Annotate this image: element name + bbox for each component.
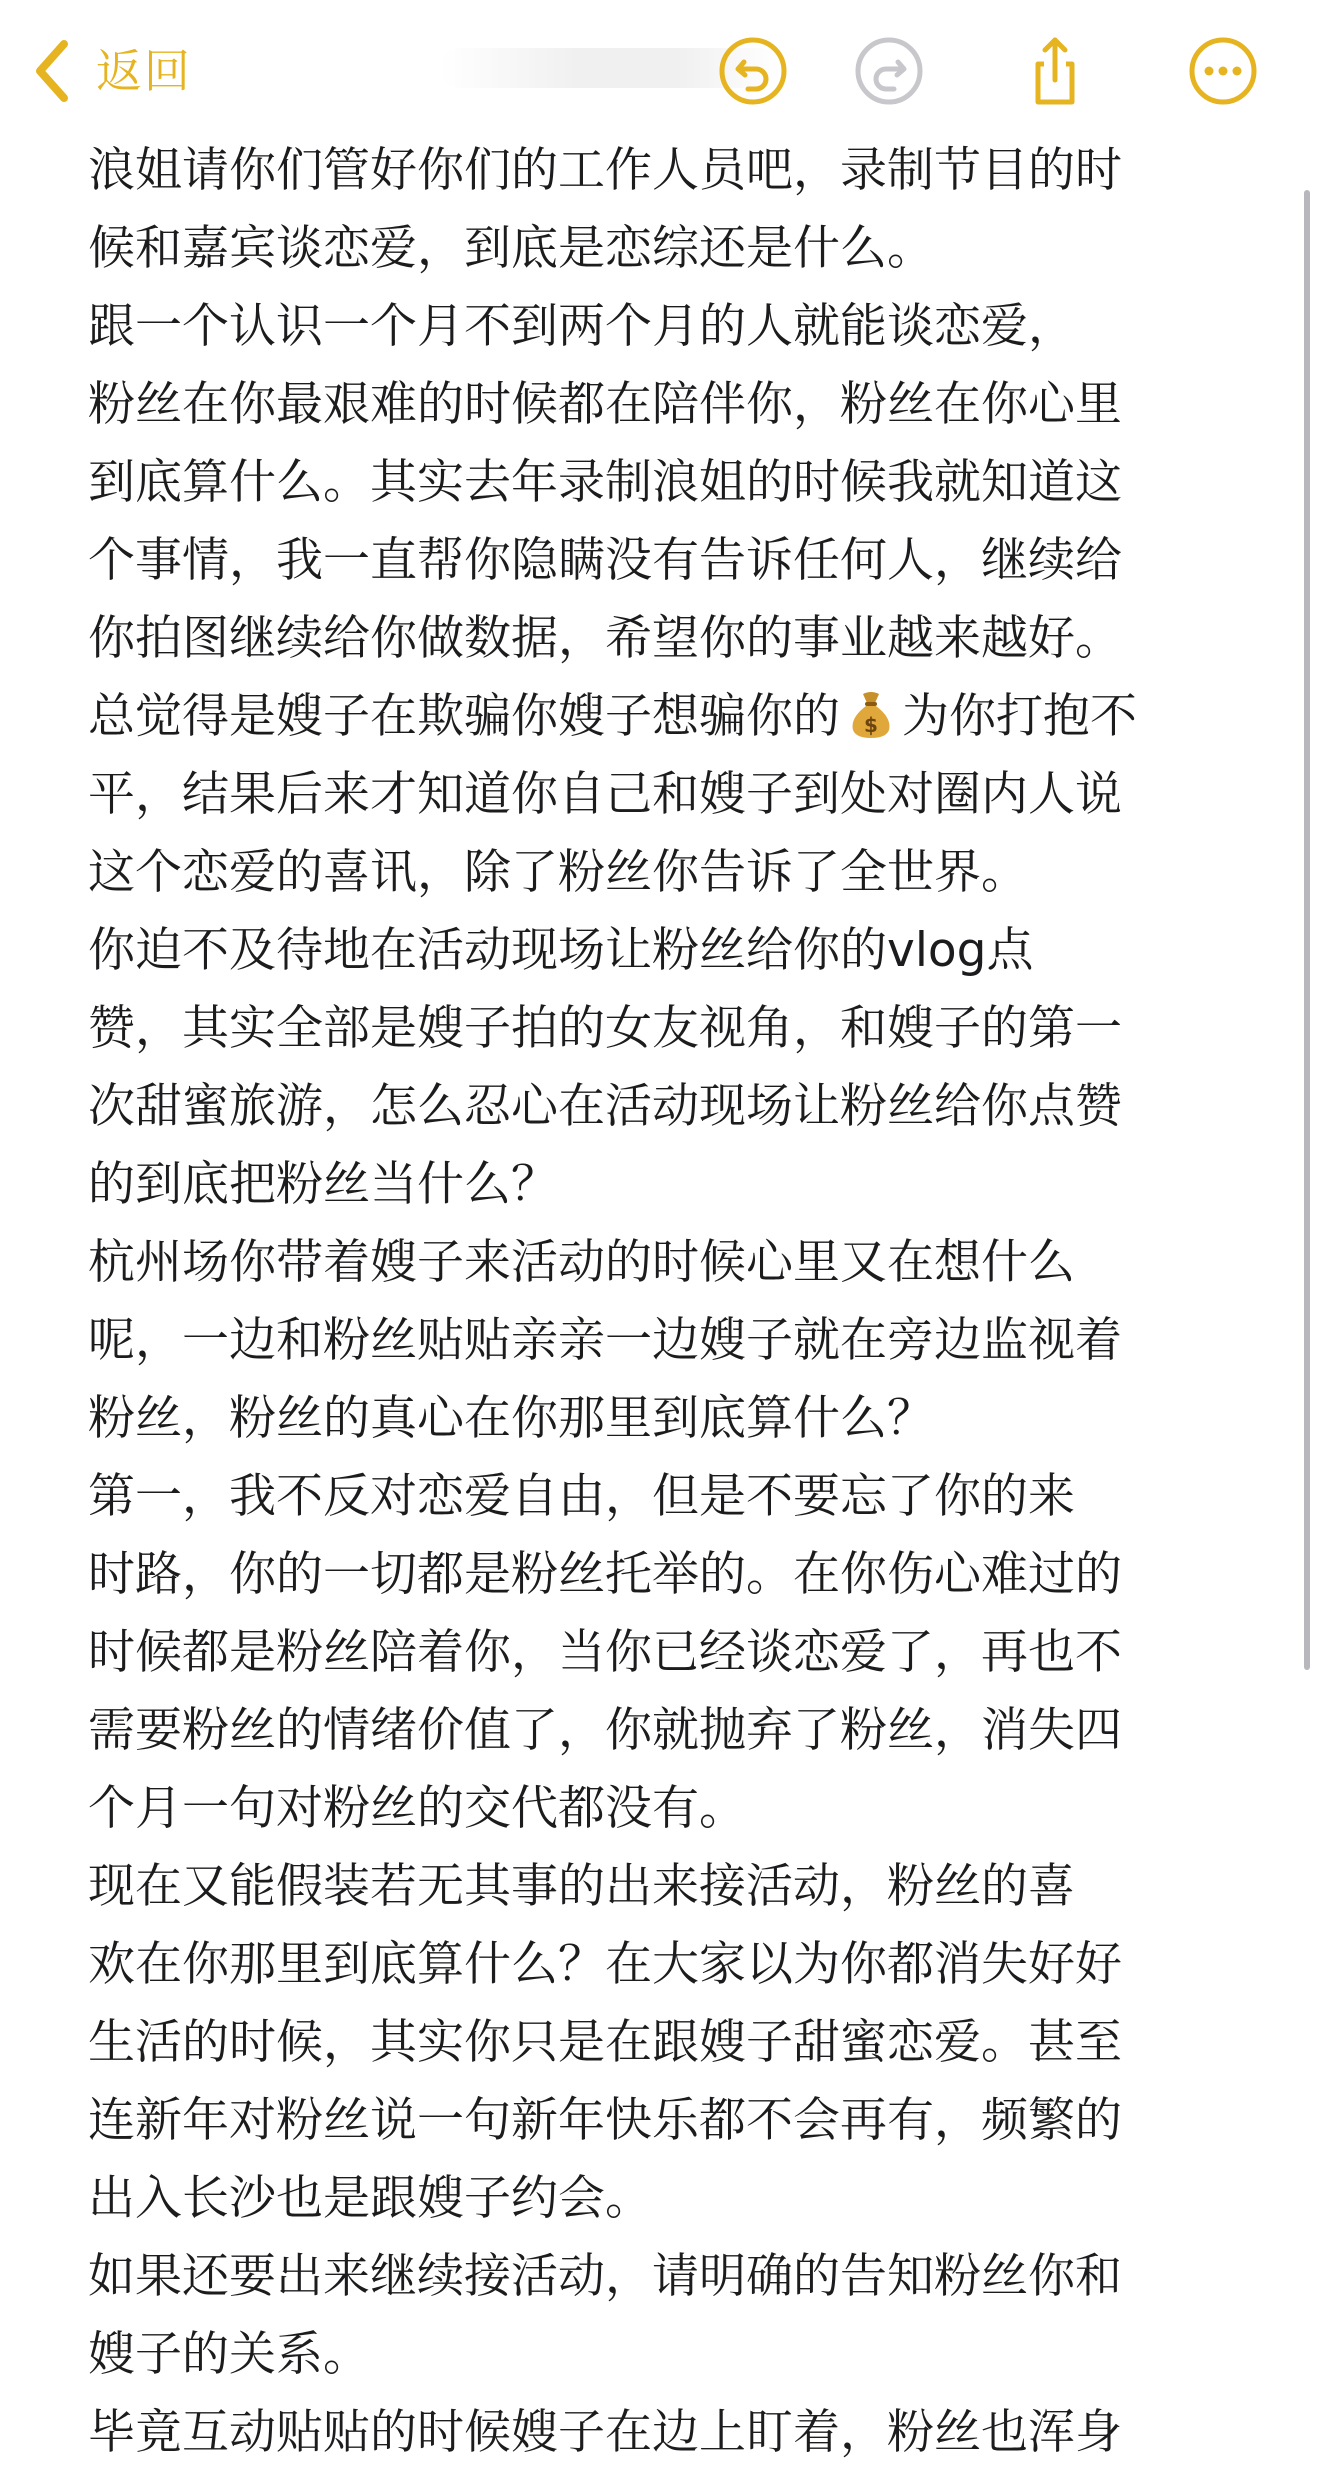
note-line-text: 总觉得是嫂子在欺骗你嫂子想骗你的 — [88, 689, 840, 744]
note-line: 时候都是粉丝陪着你，当你已经谈恋爱了，再也不 — [88, 1625, 1122, 1680]
note-body[interactable] — [0, 132, 1318, 2484]
note-line: 嫂子的关系。 — [88, 2327, 370, 2382]
note-line: 出入长沙也是跟嫂子约会。 — [88, 2171, 652, 2226]
note-line: 赞，其实全部是嫂子拍的女友视角，和嫂子的第一 — [88, 1001, 1122, 1056]
more-icon — [1188, 36, 1258, 106]
note-line: 欢在你那里到底算什么？在大家以为你都消失好好 — [88, 1937, 1122, 1992]
undo-button[interactable] — [718, 36, 788, 106]
navigation-bar — [0, 0, 1318, 130]
back-button[interactable] — [30, 36, 192, 106]
note-line: 个事情，我一直帮你隐瞒没有告诉任何人，继续给 — [88, 533, 1122, 588]
share-button[interactable] — [1020, 36, 1090, 106]
note-line: 毕竟互动贴贴的时候嫂子在边上盯着，粉丝也浑身 — [88, 2405, 1122, 2460]
money-bag-icon — [846, 688, 896, 740]
note-line: 杭州场你带着嫂子来活动的时候心里又在想什么 — [88, 1235, 1075, 1290]
svg-text:$: $ — [864, 713, 878, 737]
note-line: 平，结果后来才知道你自己和嫂子到处对圈内人说 — [88, 767, 1122, 822]
more-button[interactable] — [1188, 36, 1258, 106]
share-icon — [1020, 36, 1090, 106]
note-line-suffix: 为你打抱不 — [902, 689, 1137, 744]
note-line: 你拍图继续给你做数据，希望你的事业越来越好。 — [88, 611, 1122, 666]
note-line: 第一，我不反对恋爱自由，但是不要忘了你的来 — [88, 1469, 1075, 1524]
redo-icon — [854, 36, 924, 106]
note-line: 浪姐请你们管好你们的工作人员吧，录制节目的时 — [88, 143, 1122, 198]
note-line: 到底算什么。其实去年录制浪姐的时候我就知道这 — [88, 455, 1122, 510]
note-line: 跟一个认识一个月不到两个月的人就能谈恋爱， — [88, 299, 1075, 354]
note-line: 呢，一边和粉丝贴贴亲亲一边嫂子就在旁边监视着 — [88, 1313, 1122, 1368]
note-line: 生活的时候，其实你只是在跟嫂子甜蜜恋爱。甚至 — [88, 2015, 1122, 2070]
note-line: 候和嘉宾谈恋爱，到底是恋综还是什么。 — [88, 221, 934, 276]
note-line: 如果还要出来继续接活动，请明确的告知粉丝你和 — [88, 2249, 1122, 2304]
note-line-with-emoji — [88, 678, 1137, 756]
note-line: 粉丝，粉丝的真心在你那里到底算什么？ — [88, 1391, 934, 1446]
scrollbar[interactable] — [1304, 190, 1310, 1670]
note-line: 时路，你的一切都是粉丝托举的。在你伤心难过的 — [88, 1547, 1122, 1602]
note-line: 现在又能假装若无其事的出来接活动，粉丝的喜 — [88, 1859, 1075, 1914]
note-line: 这个恋爱的喜讯，除了粉丝你告诉了全世界。 — [88, 845, 1028, 900]
note-line: 个月一句对粉丝的交代都没有。 — [88, 1781, 746, 1836]
note-line: 次甜蜜旅游，怎么忍心在活动现场让粉丝给你点赞 — [88, 1079, 1122, 1134]
note-line: 粉丝在你最艰难的时候都在陪伴你，粉丝在你心里 — [88, 377, 1122, 432]
back-label: 返回 — [96, 44, 192, 98]
undo-icon — [718, 36, 788, 106]
chevron-left-icon — [30, 36, 74, 106]
note-line: 你迫不及待地在活动现场让粉丝给你的vlog点 — [88, 923, 1034, 978]
note-line: 连新年对粉丝说一句新年快乐都不会再有，频繁的 — [88, 2093, 1122, 2148]
note-line: 的到底把粉丝当什么？ — [88, 1157, 558, 1212]
note-line: 需要粉丝的情绪价值了，你就抛弃了粉丝，消失四 — [88, 1703, 1122, 1758]
redo-button[interactable] — [854, 36, 924, 106]
